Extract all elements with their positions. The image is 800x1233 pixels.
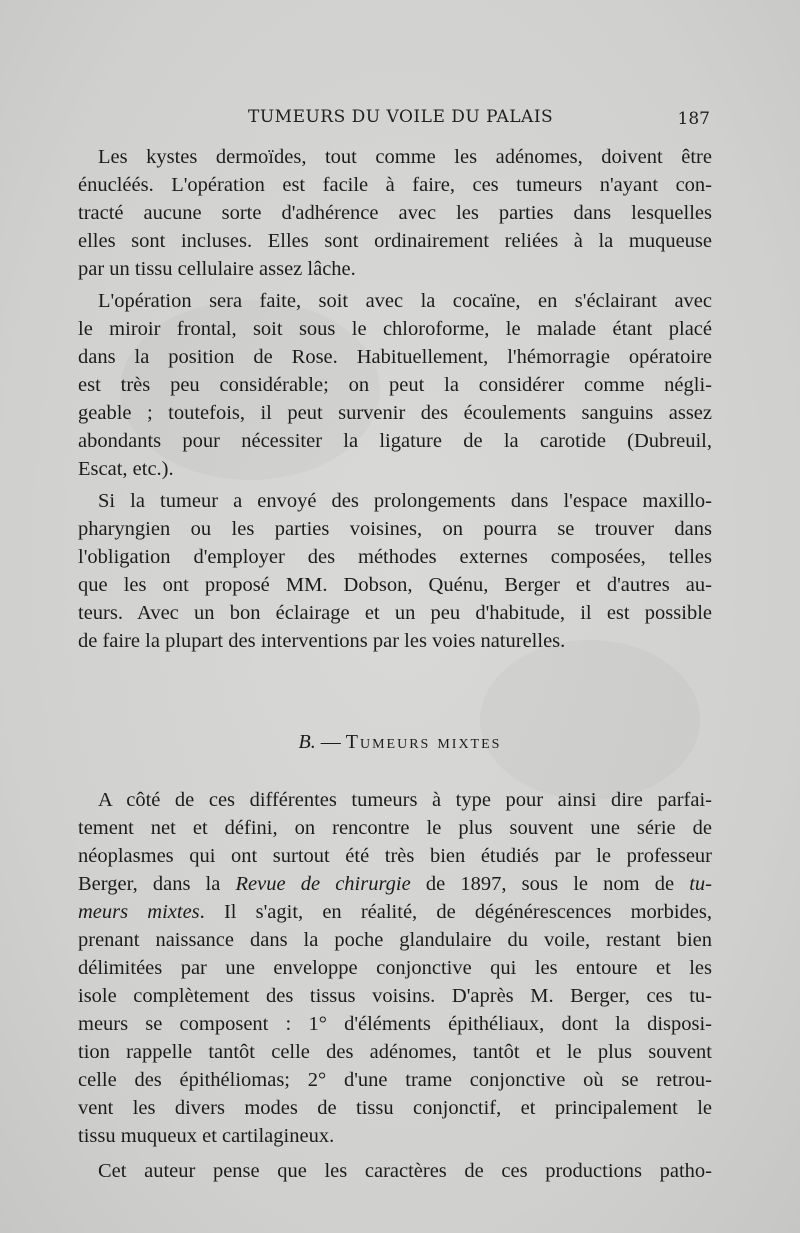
- text-line: délimitées par une enveloppe conjonctive qui les entoure et les: [78, 957, 712, 979]
- text-line: A côté de ces différentes tumeurs à type pour ainsi dire parfai-: [98, 789, 712, 811]
- text-line: pharyngien ou les parties voisines, on pourra se trouver dans: [78, 518, 712, 540]
- journal-title: Revue de chirurgie: [235, 873, 411, 895]
- text-line: abondants pour nécessiter la ligature de la carotide (Dubreuil,: [78, 430, 712, 452]
- text-line: L'opération sera faite, soit avec la cocaïne, en s'éclairant avec: [98, 290, 712, 312]
- running-header: [78, 103, 718, 133]
- paragraph-2: [78, 287, 712, 483]
- page-number: 187: [677, 109, 710, 129]
- paragraph-1: [78, 143, 712, 283]
- text-line: vent les divers modes de tissu conjonctif, et principalement le: [78, 1097, 712, 1119]
- text-segment: . Il s'agit, en réalité, de dégénérescences morbides,: [199, 901, 712, 923]
- italic-term: meurs mixtes: [78, 901, 200, 923]
- text-line: Les kystes dermoïdes, tout comme les adénomes, doivent être: [98, 146, 712, 168]
- text-line: elles sont incluses. Elles sont ordinairement reliées à la muqueuse: [78, 230, 712, 252]
- text-line: le miroir frontal, soit sous le chloroforme, le malade étant placé: [78, 318, 712, 340]
- text-line: énucléés. L'opération est facile à faire, ces tumeurs n'ayant con-: [78, 174, 712, 196]
- paper-stain: [480, 640, 700, 800]
- text-line: celle des épithéliomas; 2° d'une trame conjonctive où se retrou-: [78, 1069, 712, 1091]
- text-line: tion rappelle tantôt celle des adénomes, tantôt et le plus souvent: [78, 1041, 712, 1063]
- text-line: de faire la plupart des interventions par les voies naturelles.: [78, 630, 566, 652]
- text-line: teurs. Avec un bon éclairage et un peu d'habitude, il est possible: [78, 602, 712, 624]
- text-line: meurs se composent : 1° d'éléments épithéliaux, dont la disposi-: [78, 1013, 712, 1035]
- text-line: [78, 898, 712, 926]
- text-line: par un tissu cellulaire assez lâche.: [78, 258, 356, 280]
- text-segment: Berger, dans la: [78, 873, 221, 895]
- paragraph-4: [78, 786, 712, 1150]
- text-line: que les ont proposé MM. Dobson, Quénu, Berger et d'autres au-: [78, 574, 712, 596]
- text-line: l'obligation d'employer des méthodes externes composées, telles: [78, 546, 712, 568]
- paragraph-5: [78, 1157, 712, 1185]
- section-title: Tumeurs mixtes: [345, 731, 502, 753]
- italic-term: tu-: [689, 873, 712, 895]
- text-line: tissu muqueux et cartilagineux.: [78, 1125, 335, 1147]
- text-line: est très peu considérable; on peut la considérer comme négli-: [78, 374, 712, 396]
- text-line: Cet auteur pense que les caractères de ces productions patho-: [98, 1160, 712, 1182]
- section-dash: —: [320, 731, 341, 753]
- text-line: prenant naissance dans la poche glandulaire du voile, restant bien: [78, 929, 712, 951]
- text-line: isole complètement des tissus voisins. D'après M. Berger, ces tu-: [78, 985, 712, 1007]
- text-line: tracté aucune sorte d'adhérence avec les parties dans lesquelles: [78, 202, 712, 224]
- text-line: geable ; toutefois, il peut survenir des écoulements sanguins assez: [78, 402, 712, 424]
- text-line: Si la tumeur a envoyé des prolongements dans l'espace maxillo-: [98, 490, 712, 512]
- running-title: TUMEURS DU VOILE DU PALAIS: [248, 107, 554, 127]
- section-heading: [0, 731, 800, 754]
- section-letter: B.: [298, 731, 316, 753]
- text-line: Escat, etc.).: [78, 458, 174, 480]
- text-segment: de 1897, sous le nom de: [425, 873, 675, 895]
- paragraph-3: [78, 487, 712, 655]
- text-line: dans la position de Rose. Habituellement, l'hémorragie opératoire: [78, 346, 712, 368]
- text-line: [78, 870, 712, 898]
- text-line: tement net et défini, on rencontre le plus souvent une série de: [78, 817, 712, 839]
- text-line: néoplasmes qui ont surtout été très bien étudiés par le professeur: [78, 845, 712, 867]
